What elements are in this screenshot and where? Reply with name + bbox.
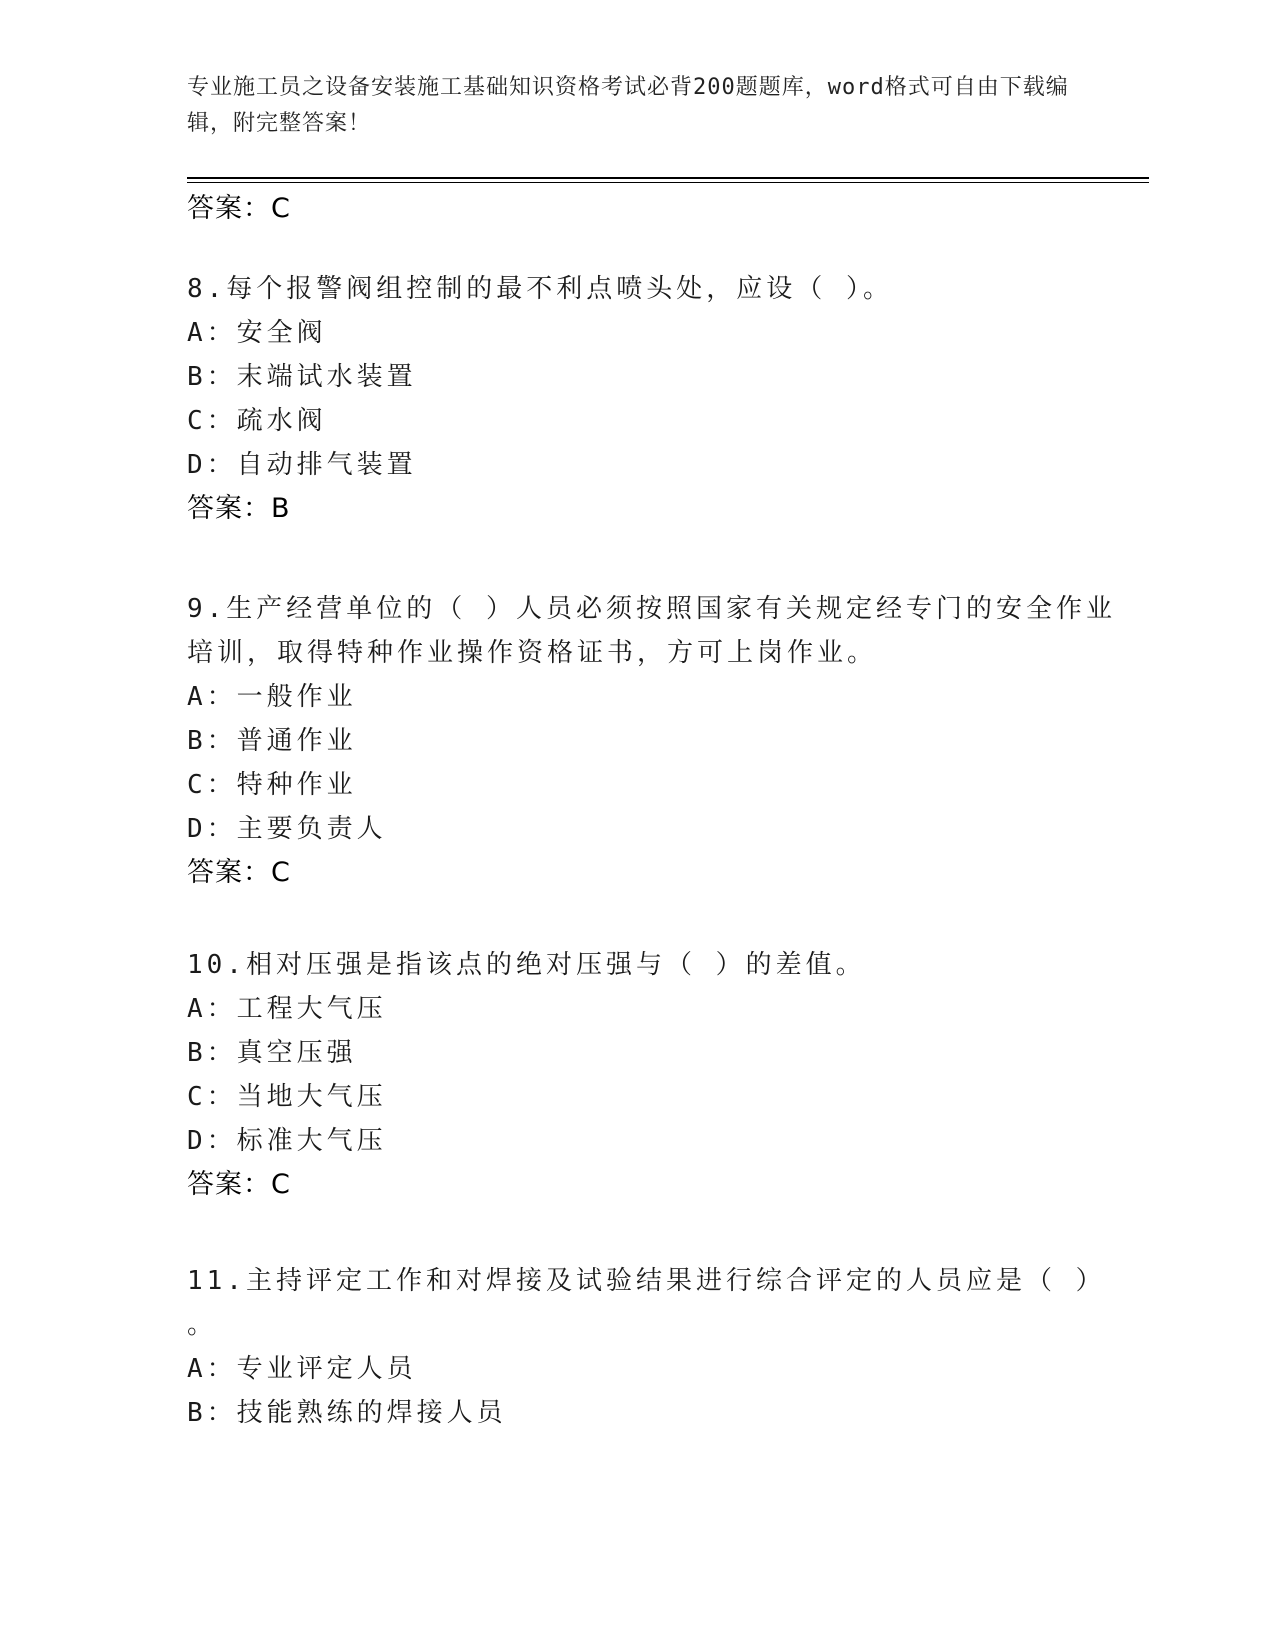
answer-q9: 答案：C [187, 857, 291, 888]
question-11-stem-line2: 。 [187, 1310, 218, 1340]
question-11-stem-line1: 11.主持评定工作和对焊接及试验结果进行综合评定的人员应是（ ） [187, 1266, 1106, 1296]
question-9-option-c: C：特种作业 [187, 770, 357, 800]
document-header: 专业施工员之设备安装施工基础知识资格考试必背200题题库，word格式可自由下载编辑，附完整答案！ [187, 75, 1069, 136]
header-divider-thick [187, 177, 1149, 179]
question-8-option-b: B：末端试水装置 [187, 362, 417, 392]
question-9-option-b: B：普通作业 [187, 726, 357, 756]
answer-q10: 答案：C [187, 1169, 291, 1200]
answer-q7: 答案：C [187, 193, 291, 224]
question-10-option-d: D：标准大气压 [187, 1126, 387, 1156]
question-8-option-c: C：疏水阀 [187, 406, 327, 436]
question-10-option-a: A：工程大气压 [187, 994, 387, 1024]
question-9-stem-line2: 培训，取得特种作业操作资格证书，方可上岗作业。 [187, 638, 878, 668]
header-divider-thin [187, 182, 1149, 183]
question-10-option-c: C：当地大气压 [187, 1082, 387, 1112]
question-10-stem: 10.相对压强是指该点的绝对压强与（ ）的差值。 [187, 950, 866, 980]
question-8-stem: 8.每个报警阀组控制的最不利点喷头处，应设（ ）。 [187, 274, 893, 304]
question-10-option-b: B：真空压强 [187, 1038, 357, 1068]
question-9-option-d: D：主要负责人 [187, 814, 387, 844]
question-8-option-a: A：安全阀 [187, 318, 327, 348]
question-11-option-a: A：专业评定人员 [187, 1354, 417, 1384]
question-8-option-d: D：自动排气装置 [187, 450, 417, 480]
question-11-option-b: B：技能熟练的焊接人员 [187, 1398, 507, 1428]
question-9-option-a: A：一般作业 [187, 682, 357, 712]
answer-q8: 答案：B [187, 493, 291, 524]
question-9-stem-line1: 9.生产经营单位的（ ）人员必须按照国家有关规定经专门的安全作业 [187, 594, 1116, 624]
